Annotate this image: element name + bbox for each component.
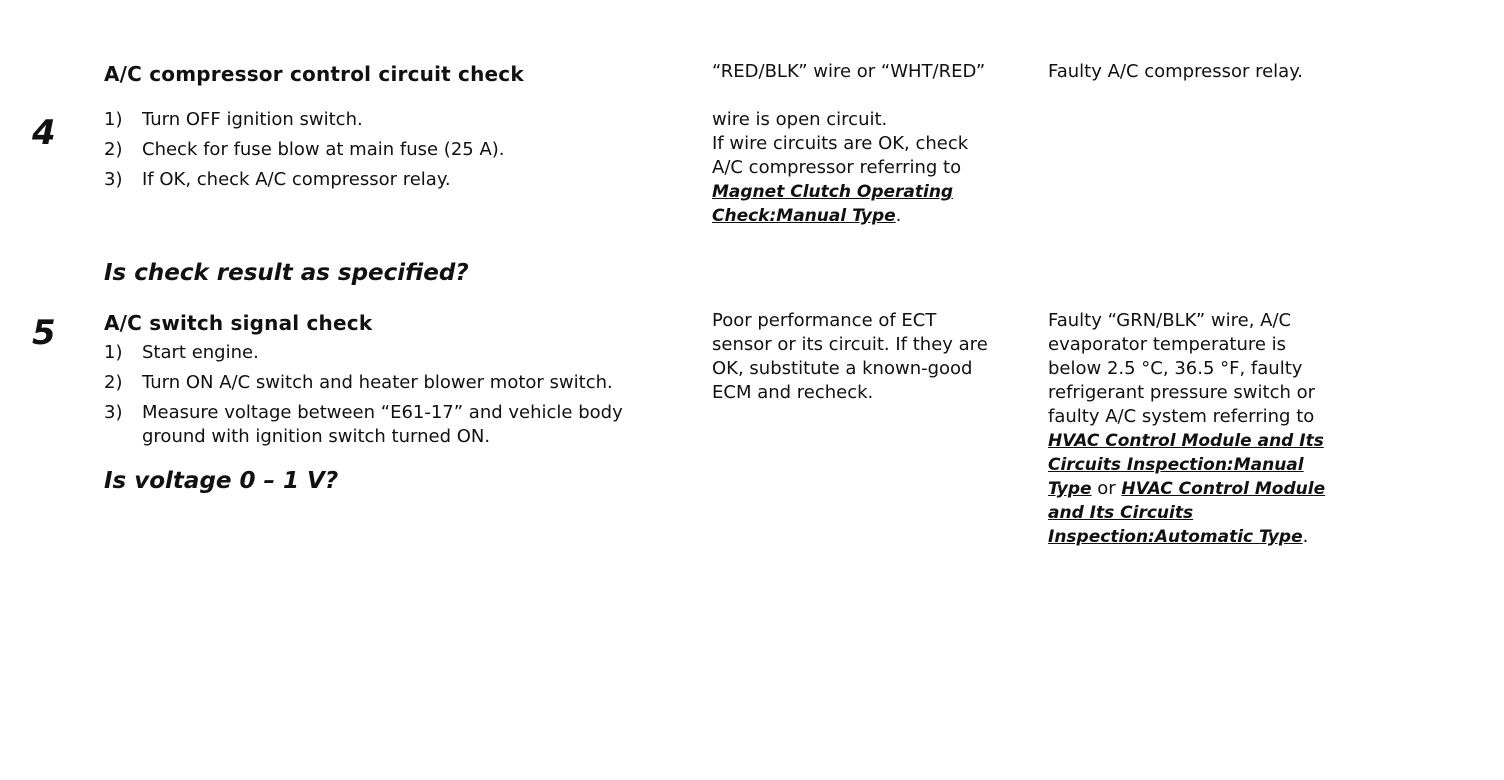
step-4-yes-line: “RED/BLK” wire or “WHT/RED” [712, 61, 986, 82]
punctuation: . [895, 205, 902, 226]
hvac-manual-inspection-link-end[interactable]: Type [1048, 479, 1092, 499]
step-number-5: 5 [32, 313, 56, 353]
step-5-no-line: Faulty “GRN/BLK” wire, A/C [1048, 310, 1292, 331]
step-5-no-line: faulty A/C system referring to [1048, 406, 1315, 427]
step-4-procedure-item [104, 108, 505, 132]
hvac-automatic-inspection-link-end[interactable]: Inspection:Automatic Type [1048, 527, 1303, 547]
step-5-no-line: evaporator temperature is [1048, 334, 1287, 355]
step-4-heading: A/C compressor control circuit check [104, 62, 524, 86]
step-5-procedure-item [104, 401, 623, 449]
step-4-procedure-list [104, 108, 505, 198]
procedure-item-number: 2) [104, 139, 123, 160]
hvac-automatic-inspection-link-cont[interactable]: and Its Circuits [1048, 503, 1194, 523]
step-4-yes-line: A/C compressor referring to [712, 157, 962, 178]
procedure-item-number: 1) [104, 109, 123, 130]
step-4-yes-line: If wire circuits are OK, check [712, 133, 969, 154]
step-5-question: Is voltage 0 – 1 V? [104, 468, 339, 494]
magnet-clutch-check-link[interactable]: Magnet Clutch Operating [712, 182, 954, 202]
or-text: or [1091, 478, 1122, 499]
step-4-no-text: Faulty A/C compressor relay. [1048, 61, 1303, 82]
step-5-yes-line: ECM and recheck. [712, 382, 874, 403]
procedure-item-number: 1) [104, 342, 123, 363]
procedure-item-text: If OK, check A/C compressor relay. [142, 169, 451, 190]
step-4-yes-line: wire is open circuit. [712, 109, 888, 130]
step-4-procedure-item [104, 138, 505, 162]
procedure-item-text-cont: ground with ignition switch turned ON. [142, 426, 491, 447]
step-5-no-line: below 2.5 °C, 36.5 °F, faulty [1048, 358, 1303, 379]
procedure-item-number: 3) [104, 402, 123, 423]
step-5-no-line: refrigerant pressure switch or [1048, 382, 1316, 403]
step-5-heading: A/C switch signal check [104, 311, 373, 335]
step-5-yes-line: Poor performance of ECT [712, 310, 937, 331]
magnet-clutch-check-link-cont[interactable]: Check:Manual Type [712, 206, 896, 226]
hvac-automatic-inspection-link[interactable]: HVAC Control Module [1121, 479, 1326, 499]
step-4-procedure-item [104, 168, 505, 192]
procedure-item-number: 3) [104, 169, 123, 190]
step-5-no-column [1048, 309, 1325, 549]
step-5-yes-line: sensor or its circuit. If they are [712, 334, 988, 355]
procedure-item-text: Measure voltage between “E61-17” and vehicle body [142, 402, 623, 423]
procedure-item-text: Start engine. [142, 342, 259, 363]
step-4-yes-column [712, 60, 1032, 228]
step-5-procedure-item [104, 341, 623, 365]
hvac-manual-inspection-link-cont[interactable]: Circuits Inspection:Manual [1048, 455, 1304, 475]
procedure-item-text: Turn OFF ignition switch. [142, 109, 363, 130]
step-5-procedure-list [104, 341, 623, 455]
step-5-procedure-item [104, 371, 623, 395]
hvac-manual-inspection-link[interactable]: HVAC Control Module and Its [1048, 431, 1324, 451]
step-5-yes-line: OK, substitute a known-good [712, 358, 973, 379]
procedure-item-text: Check for fuse blow at main fuse (25 A). [142, 139, 505, 160]
procedure-item-text-block [142, 401, 623, 449]
step-5-yes-column [712, 309, 988, 405]
step-4-question: Is check result as specified? [104, 260, 469, 286]
punctuation: . [1302, 526, 1309, 547]
procedure-item-number: 2) [104, 372, 123, 393]
step-number-4: 4 [32, 113, 56, 153]
procedure-item-text: Turn ON A/C switch and heater blower motor switch. [142, 372, 613, 393]
